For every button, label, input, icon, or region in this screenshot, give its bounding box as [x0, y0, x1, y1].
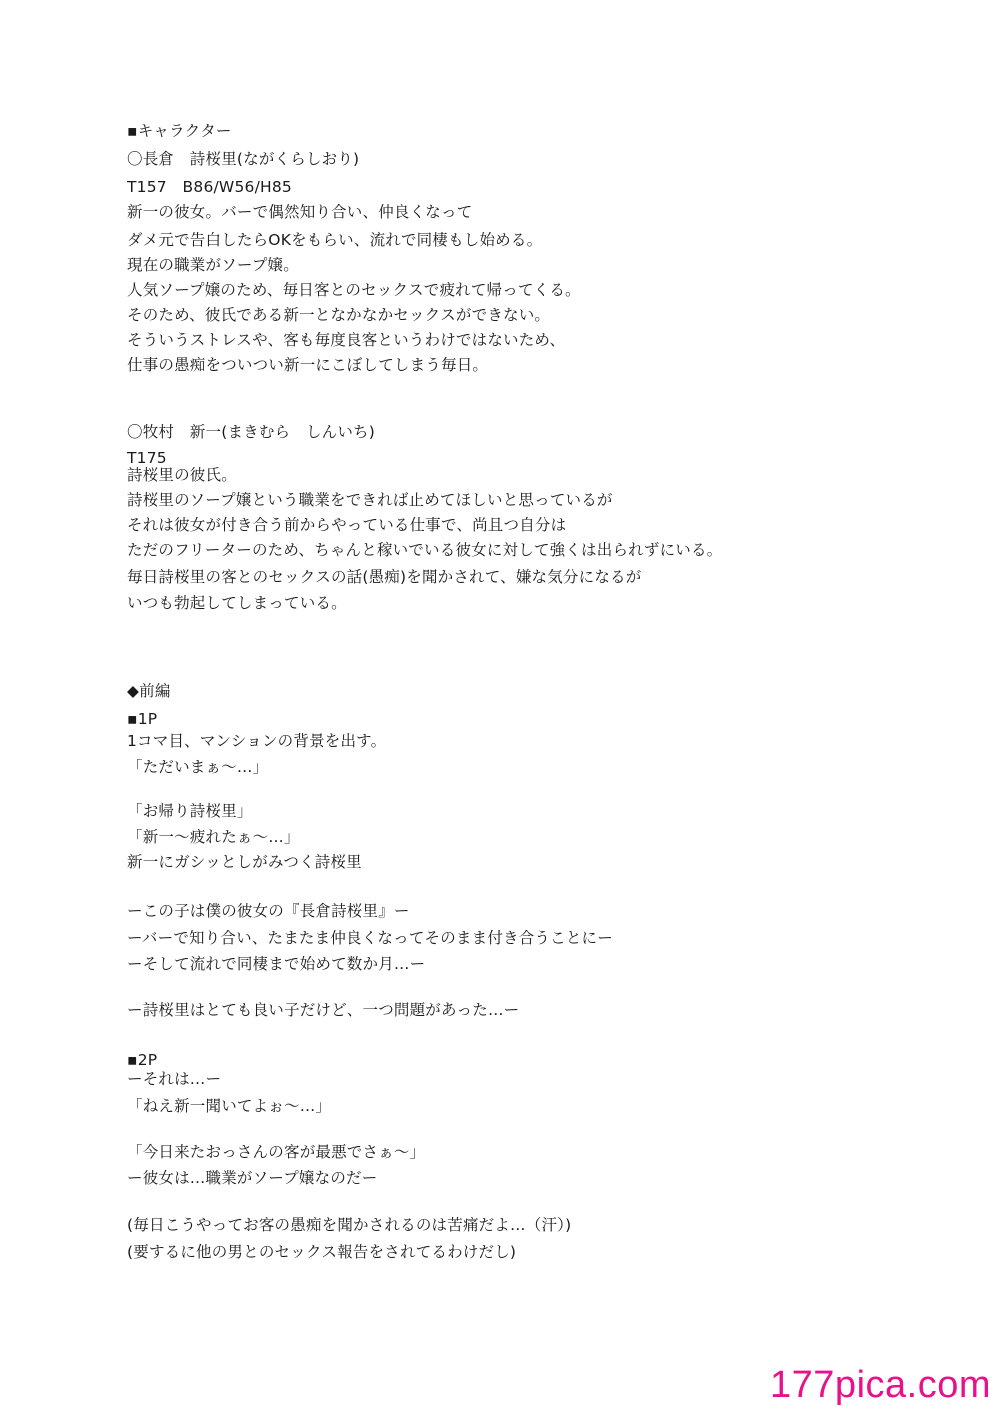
dialogue-line: 「お帰り詩桜里」 — [127, 802, 253, 820]
page-heading-1p: ▪1P — [127, 710, 158, 728]
narration-line: ーこの子は僕の彼女の『長倉詩桜里』ー — [127, 902, 410, 920]
text-line: いつも勃起してしまっている。 — [127, 594, 347, 612]
text-line: 新一にガシッとしがみつく詩桜里 — [127, 853, 362, 871]
dialogue-line: 「ただいまぁ〜…」 — [127, 758, 269, 776]
character-name-shiori: 〇長倉 詩桜里(ながくらしおり) — [127, 150, 360, 168]
page-heading-2p: ▪2P — [127, 1051, 158, 1069]
thought-line: (毎日こうやってお客の愚痴を聞かされるのは苦痛だよ…（汗）) — [127, 1216, 572, 1234]
dialogue-line: 「ねえ新一聞いてよぉ〜…」 — [127, 1097, 332, 1115]
narration-line: ーそして流れで同棲まで始めて数か月…ー — [127, 955, 426, 973]
text-line: 詩桜里の彼氏。 — [127, 466, 237, 484]
text-line: そういうストレスや、客も毎度良客というわけではないため、 — [127, 331, 566, 349]
text-line: ただのフリーターのため、ちゃんと稼いでいる彼女に対して強くは出られずにいる。 — [127, 541, 723, 559]
text-line: 詩桜里のソープ嬢という職業をできれば止めてほしいと思っているが — [127, 491, 613, 509]
site-watermark: 177pica.com — [770, 1364, 991, 1406]
thought-line: (要するに他の男とのセックス報告をされてるわけだし) — [127, 1243, 517, 1261]
text-line: 1コマ目、マンションの背景を出す。 — [127, 732, 387, 750]
character-name-shinichi: 〇牧村 新一(まきむら しんいち) — [127, 423, 375, 441]
dialogue-line: 「新一〜疲れたぁ〜…」 — [127, 828, 300, 846]
text-line: そのため、彼氏である新一となかなかセックスができない。 — [127, 306, 551, 324]
text-line: それは彼女が付き合う前からやっている仕事で、尚且つ自分は — [127, 516, 567, 534]
section-heading-part-one: ◆前編 — [127, 682, 171, 700]
text-line: 現在の職業がソープ嬢。 — [127, 256, 299, 274]
narration-line: ーバーで知り合い、たまたま仲良くなってそのまま付き合うことにー — [127, 929, 613, 947]
text-line: 新一の彼女。バーで偶然知り合い、仲良くなって — [127, 203, 473, 221]
text-line: 人気ソープ嬢のため、毎日客とのセックスで疲れて帰ってくる。 — [127, 281, 581, 299]
narration-line: ー詩桜里はとても良い子だけど、一つ問題があった…ー — [127, 1001, 520, 1019]
narration-line: ー彼女は…職業がソープ嬢なのだー — [127, 1169, 378, 1187]
section-heading-characters: ▪キャラクター — [127, 122, 232, 140]
character-stats-shinichi: T175 — [127, 449, 167, 467]
dialogue-line: 「今日来たおっさんの客が最悪でさぁ〜」 — [127, 1143, 426, 1161]
narration-line: ーそれは…ー — [127, 1070, 222, 1088]
text-line: ダメ元で告白したらOKをもらい、流れで同棲もし始める。 — [127, 231, 543, 249]
text-line: 仕事の愚痴をついつい新一にこぼしてしまう毎日。 — [127, 356, 489, 374]
character-stats-shiori: T157 B86/W56/H85 — [127, 178, 292, 196]
text-line: 毎日詩桜里の客とのセックスの話(愚痴)を聞かされて、嫌な気分になるが — [127, 568, 642, 586]
